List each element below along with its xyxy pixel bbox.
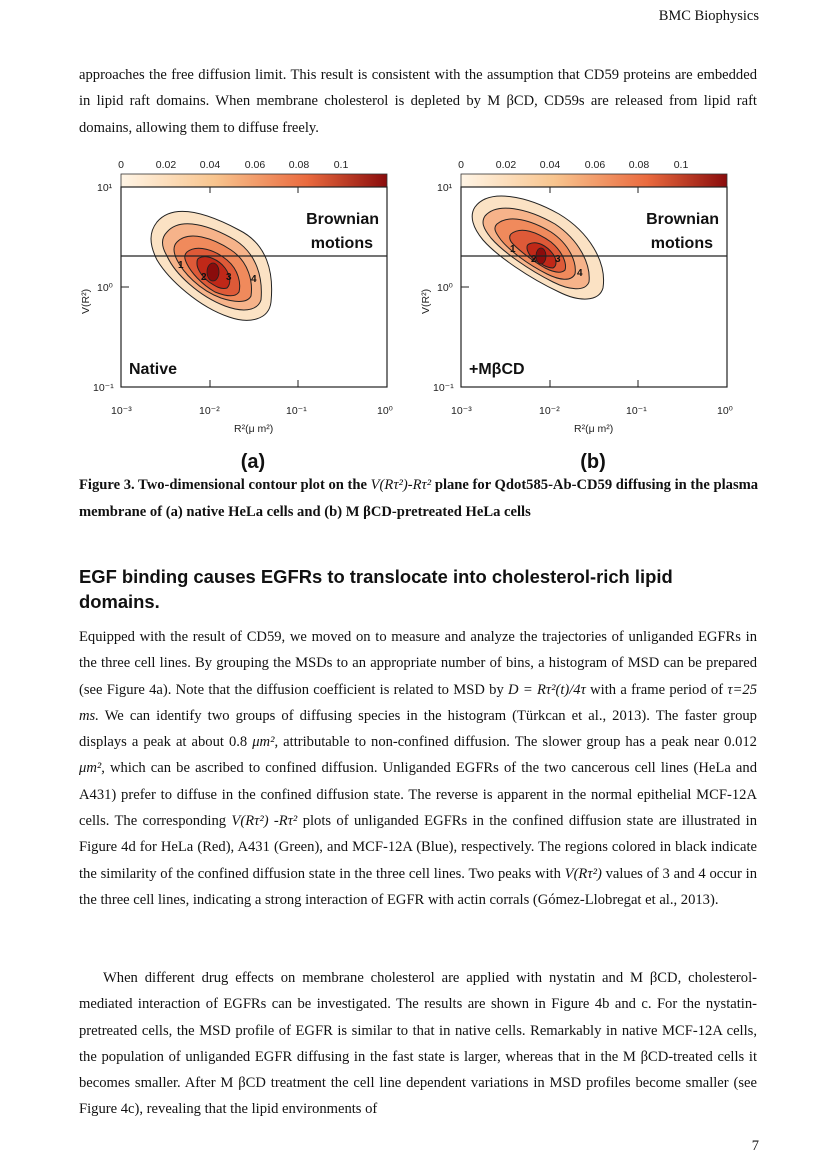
peak-label: 1 <box>178 260 184 271</box>
page-number: 7 <box>751 1138 759 1154</box>
x-tick: 10⁻³ <box>451 405 472 417</box>
x-tick: 10⁻² <box>539 405 560 417</box>
peak-label: 3 <box>226 272 232 283</box>
x-tick: 10⁻¹ <box>286 405 307 417</box>
colorbar-b <box>461 174 727 187</box>
x-tick: 10⁻² <box>199 405 220 417</box>
peak-label: 2 <box>201 272 207 283</box>
equation-v: V(Rτ²) -Rτ² <box>231 813 298 830</box>
frame-period: τ=25 ms. <box>79 681 758 724</box>
panel-b <box>420 159 733 473</box>
colorbar-tick: 0.08 <box>288 159 310 171</box>
equation-diffusion: D = Rτ²(t)/4τ <box>508 681 586 698</box>
x-axis-label: R²(μ m²) <box>574 423 614 435</box>
caption-prefix: Figure 3. Two-dimensional contour plot on the <box>79 477 367 493</box>
colorbar-tick: 0 <box>118 159 124 171</box>
peak-label: 1 <box>510 244 516 255</box>
colorbar-tick: 0.04 <box>199 159 221 171</box>
brownian-label-line1: Brownian <box>306 211 379 228</box>
x-tick: 10⁰ <box>377 405 393 417</box>
colorbar-tick: 0.04 <box>539 159 561 171</box>
y-tick: 10¹ <box>97 182 113 194</box>
section-heading: EGF binding causes EGFRs to translocate into cholesterol-rich lipid domains. <box>79 566 673 612</box>
y-axis-label: V(R²) <box>420 288 432 314</box>
condition-label-b: +MβCD <box>469 361 525 378</box>
colorbar-tick: 0.1 <box>673 159 689 171</box>
colorbar-tick: 0.02 <box>155 159 177 171</box>
colorbar-tick: 0.08 <box>628 159 650 171</box>
x-tick: 10⁰ <box>717 405 733 417</box>
figure-3 <box>79 152 759 474</box>
contour-figure-svg <box>79 152 759 474</box>
equation-v2: V(Rτ²) <box>564 865 602 882</box>
caption-math: V(Rτ²)-Rτ² <box>370 477 432 493</box>
figure-caption <box>79 472 761 526</box>
panel-a <box>80 159 393 473</box>
y-axis-label: V(R²) <box>80 288 92 314</box>
peak-label: 4 <box>251 274 257 285</box>
y-tick: 10¹ <box>437 182 453 194</box>
contour-peak <box>207 263 219 281</box>
x-axis-label: R²(μ m²) <box>234 423 274 435</box>
panel-label-a: (a) <box>240 451 266 473</box>
colorbar-tick: 0 <box>458 159 464 171</box>
colorbar-a <box>121 174 387 187</box>
peak-label: 4 <box>577 268 583 279</box>
y-tick: 10⁻¹ <box>433 382 454 394</box>
condition-label-a: Native <box>129 361 178 378</box>
y-tick: 10⁻¹ <box>93 382 114 394</box>
brownian-label-line1: Brownian <box>646 211 719 228</box>
peak-label: 2 <box>531 254 537 265</box>
panel-label-b: (b) <box>580 451 606 473</box>
x-tick: 10⁻³ <box>111 405 132 417</box>
y-tick: 10⁰ <box>437 282 453 294</box>
paragraph-drug-effects: When different drug effects on membrane cholesterol are applied with nystatin and M βCD, cholesterol-mediated interaction of EGFRs can be investigated. The results are shown in Figure 4b and c. For the nystatin-pretreated cells, the MSD profile of EGFR is similar to that in native cells. Remarkably in native MCF-12A cells, the population of unliganded EGFR diffusing in the fast state is larger, whereas that in the M βCD-treated cells it becomes smaller. After M βCD treatment the cell line dependent variations in MSD profiles become smaller (see Figure 4c), revealing that the lipid environments of <box>79 970 757 1118</box>
brownian-label-line2: motions <box>650 235 713 252</box>
brownian-label-line2: motions <box>310 235 373 252</box>
colorbar-tick: 0.02 <box>495 159 517 171</box>
paragraph-egfr: Equipped with the result of CD59, we moved on to measure and analyze the trajectories of unliganded EGFRs in the three cell lines. By grouping the MSDs to an appropriate number of bins, a histogram of MSD can be prepared (see Figure 4a). Note that the diffusion coefficient is related to MSD by D = Rτ²(t)/4τ with a frame period of τ=25 ms. We can identify two groups of diffusing species in the histogram (Türkcan et al., 2013). The faster group displays a peak at about 0.8 μm², attributable to non-confined diffusion. The slower group has a peak near 0.012 μm², which can be ascribed to confined diffusion. Unliganded EGFRs of the two cancerous cell lines (HeLa and A431) prefer to diffuse in the confined diffusion state. The reverse is apparent in the normal epithelial MCF-12A cells. The corresponding V(Rτ²) -Rτ² plots of unliganded EGFRs in the confined diffusion state are illustrated in Figure 4d for HeLa (Red), A431 (Green), and MCF-12A (Blue), respectively. The regions colored in black indicate the similarity of the confined diffusion state in the three cell lines. Two peaks with V(Rτ²) values of 3 and 4 occur in the three cell lines, indicating a strong interaction of EGFR with actin corrals (Gómez-Llobregat et al., 2013). <box>79 629 758 908</box>
colorbar-tick: 0.06 <box>584 159 606 171</box>
caption-suffix: plane for Qdot585-Ab-CD59 diffusing in the plasma membrane of (a) native HeLa cells and (b) M βCD-pretreated HeLa cells <box>79 477 759 520</box>
y-tick: 10⁰ <box>97 282 113 294</box>
x-tick: 10⁻¹ <box>626 405 647 417</box>
peak-label: 3 <box>555 254 561 265</box>
colorbar-tick: 0.06 <box>244 159 266 171</box>
colorbar-tick: 0.1 <box>333 159 349 171</box>
paragraph-intro: approaches the free diffusion limit. This result is consistent with the assumption that CD59 proteins are embedded in lipid raft domains. When membrane cholesterol is depleted by M βCD, CD59s are released from lipid raft domains, allowing them to diffuse freely. <box>79 67 757 136</box>
journal-name: BMC Biophysics <box>658 8 759 24</box>
